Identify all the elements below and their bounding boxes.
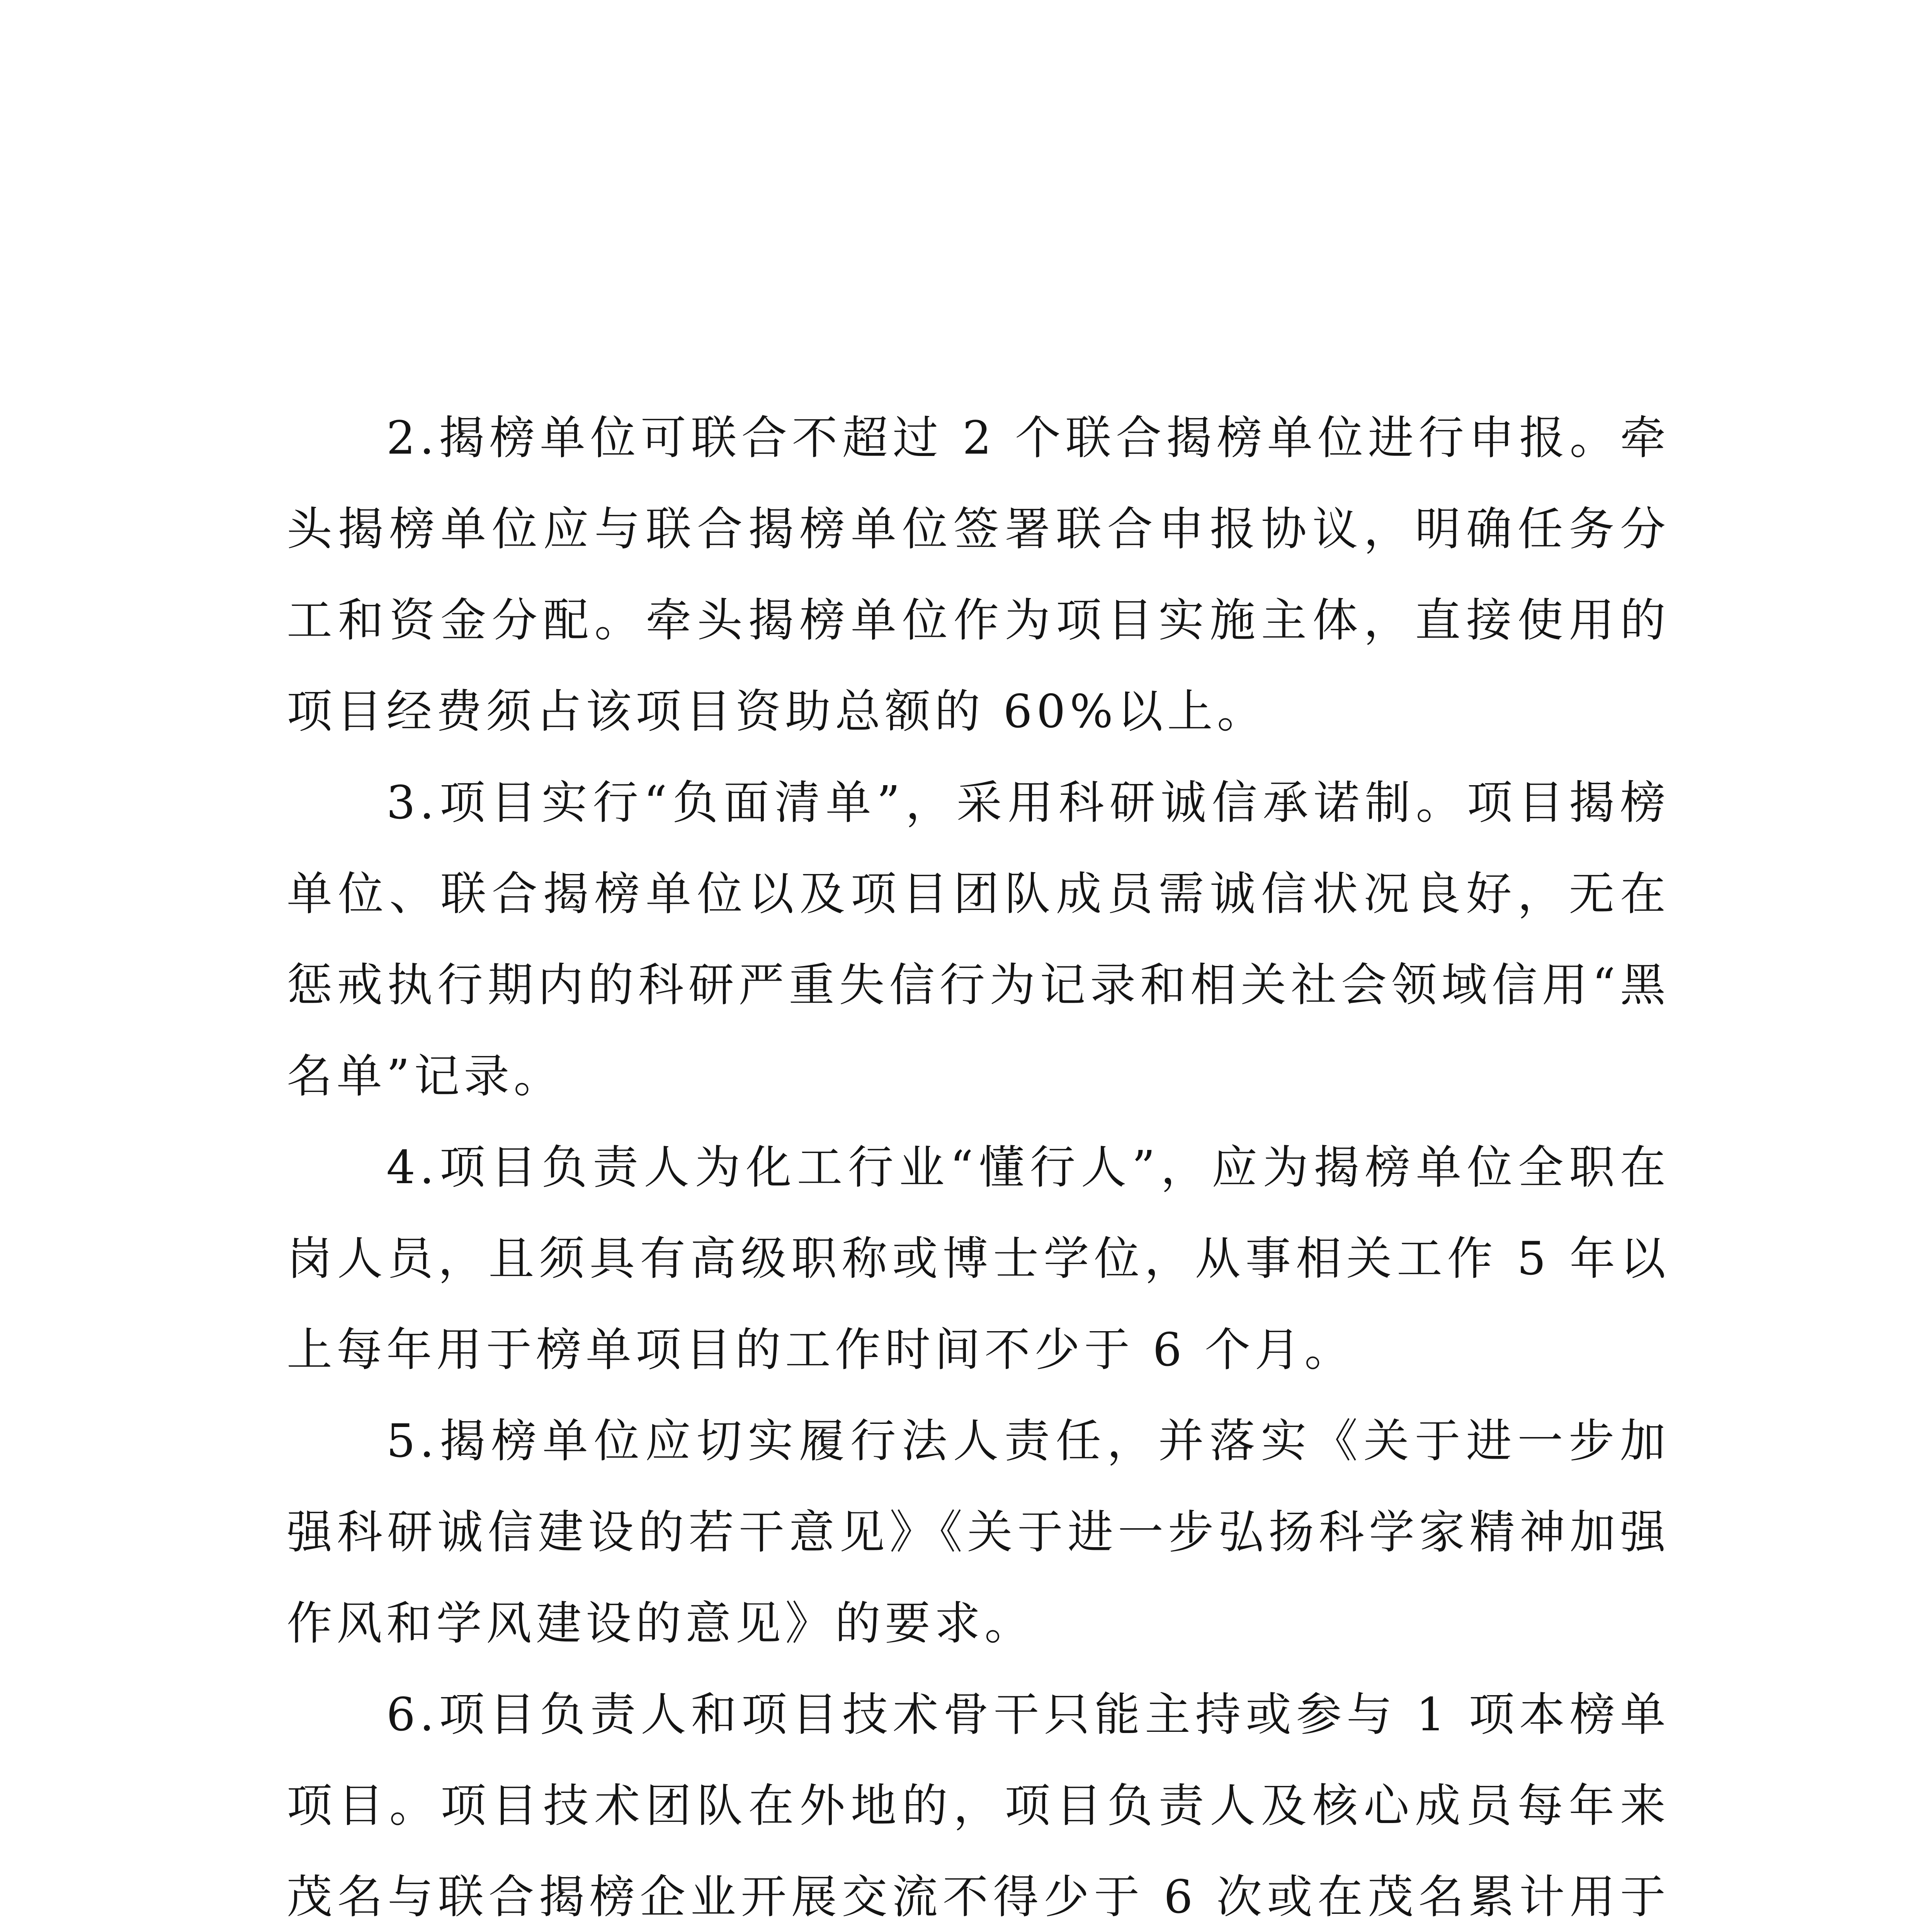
paragraph-item-4: 4.项目负责人为化工行业“懂行人”，应为揭榜单位全职在岗人员，且须具有高级职称或博士学位，从事相关工作 5 年以上每年用于榜单项目的工作时间不少于 6 个月。 (287, 1141, 1670, 1376)
document-body (287, 392, 1670, 1932)
paragraph-item-6: 6.项目负责人和项目技术骨干只能主持或参与 1 项本榜单项目。项目技术团队在外地的，项目负责人及核心成员每年来茂名与联合揭榜企业开展交流不得少于 6 次或在茂名累计用于 (287, 1688, 1670, 1923)
paragraph-item-5: 5.揭榜单位应切实履行法人责任，并落实《关于进一步加强科研诚信建设的若干意见》《关于进一步弘扬科学家精神加强作风和学风建设的意见》的要求。 (287, 1414, 1670, 1650)
paragraph-item-3: 3.项目实行“负面清单”，采用科研诚信承诺制。项目揭榜单位、联合揭榜单位以及项目团队成员需诚信状况良好，无在惩戒执行期内的科研严重失信行为记录和相关社会领域信用“黑名单”记录。 (287, 776, 1670, 1103)
paragraph-item-2: 2.揭榜单位可联合不超过 2 个联合揭榜单位进行申报。牵头揭榜单位应与联合揭榜单位签署联合申报协议，明确任务分工和资金分配。牵头揭榜单位作为项目实施主体，直接使用的项目经费须占该项目资助总额的 60%以上。 (287, 411, 1670, 738)
